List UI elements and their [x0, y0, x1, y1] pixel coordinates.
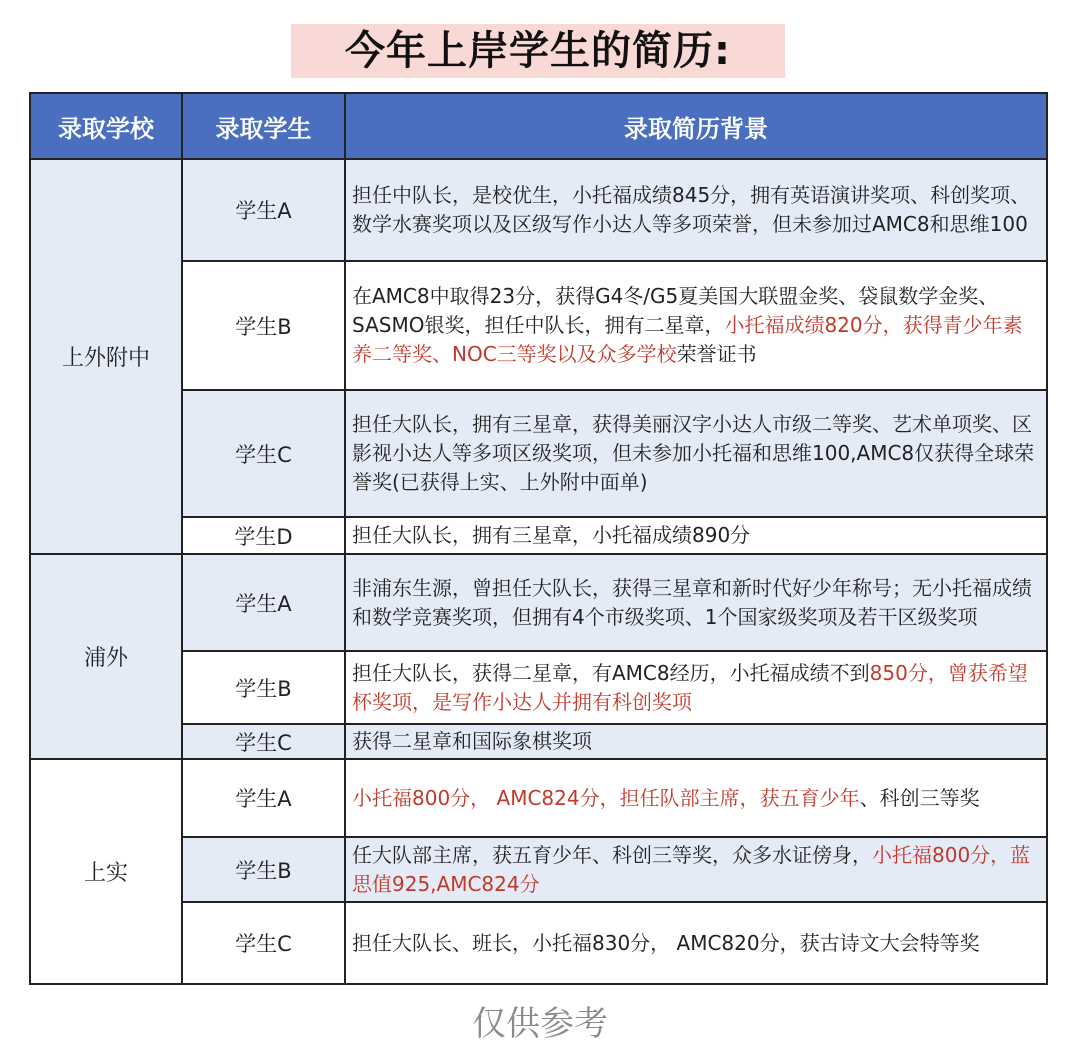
- background-text: 、科创三等奖: [859, 785, 980, 810]
- table-row: [30, 159, 1047, 261]
- background-text: 任大队部主席，获五育少年、科创三等奖，众多水证傍身，: [352, 842, 872, 867]
- background-cell: [345, 554, 1047, 651]
- background-text: 非浦东生源，曾担任大队长，获得三星章和新时代好少年称号；无小托福成绩和数学竞赛奖项，但拥有4个市级奖项、1个国家级奖项及若干区级奖项: [352, 575, 1032, 629]
- admission-table: [29, 92, 1048, 985]
- page-title: 今年上岸学生的简历:: [291, 24, 785, 78]
- background-text: 获得二星章和国际象棋奖项: [352, 729, 592, 753]
- background-cell: [345, 902, 1047, 984]
- student-cell: 学生B: [182, 651, 345, 724]
- table-row: [30, 651, 1047, 724]
- header-background: 录取简历背景: [345, 93, 1047, 159]
- background-text: 担任大队长，获得二星章，有AMC8经历，小托福成绩不到: [352, 660, 870, 685]
- student-cell: 学生B: [182, 837, 345, 902]
- background-cell: [345, 159, 1047, 261]
- background-text: 在AMC8中取得23分，获得G4冬/G5夏美国大联盟金奖、袋鼠数学金奖、SASMO银奖，担任中队长，拥有二星章，: [352, 284, 999, 337]
- highlight-text: 小托福800分，蓝思值925,AMC824分: [352, 842, 1031, 896]
- student-cell: 学生A: [182, 759, 345, 837]
- background-text: 担任大队长，拥有三星章，小托福成绩890分: [352, 523, 751, 547]
- student-cell: 学生C: [182, 902, 345, 984]
- student-cell: 学生C: [182, 724, 345, 759]
- background-text: 担任大队长、班长，小托福830分， AMC820分，获古诗文大会特等奖: [352, 930, 980, 955]
- highlight-text: 850分，曾获希望杯奖项，是写作小达人并拥有科创奖项: [352, 660, 1028, 714]
- background-cell: [345, 837, 1047, 902]
- footer-note: 仅供参考: [472, 1004, 608, 1044]
- table-row: [30, 390, 1047, 517]
- background-cell: [345, 390, 1047, 517]
- background-cell: [345, 651, 1047, 724]
- background-text: 担任大队长，拥有三星章，获得美丽汉字小达人市级二等奖、艺术单项奖、区影视小达人等多项区级奖项，但未参加小托福和思维100,AMC8仅获得全球荣誉奖(已获得上实、上外附中面单): [352, 412, 1035, 494]
- table-row: [30, 554, 1047, 651]
- table-header-row: [30, 93, 1047, 159]
- school-cell: 浦外: [30, 554, 182, 759]
- background-text: 荣誉证书: [676, 342, 757, 366]
- background-cell: [345, 724, 1047, 759]
- background-text: 担任中队长，是校优生，小托福成绩845分，拥有英语演讲奖项、科创奖项、数学水赛奖项以及区级写作小达人等多项荣誉，但未参加过AMC8和思维100: [352, 183, 1031, 236]
- header-school: 录取学校: [30, 93, 182, 159]
- table-row: [30, 261, 1047, 390]
- school-cell: 上外附中: [30, 159, 182, 554]
- background-cell: [345, 517, 1047, 554]
- student-cell: 学生A: [182, 554, 345, 651]
- student-cell: 学生D: [182, 517, 345, 554]
- student-cell: 学生B: [182, 261, 345, 390]
- background-cell: [345, 759, 1047, 837]
- school-cell: 上实: [30, 759, 182, 984]
- table-row: [30, 837, 1047, 902]
- student-cell: 学生A: [182, 159, 345, 261]
- highlight-text: 小托福成绩820分，获得青少年素养二等奖、NOC三等奖以及众多学校: [352, 313, 1023, 366]
- background-cell: [345, 261, 1047, 390]
- table-row: [30, 759, 1047, 837]
- student-cell: 学生C: [182, 390, 345, 517]
- table-row: [30, 902, 1047, 984]
- table-row: [30, 517, 1047, 554]
- header-student: 录取学生: [182, 93, 345, 159]
- table-row: [30, 724, 1047, 759]
- highlight-text: 小托福800分， AMC824分，担任队部主席，获五育少年: [352, 785, 860, 810]
